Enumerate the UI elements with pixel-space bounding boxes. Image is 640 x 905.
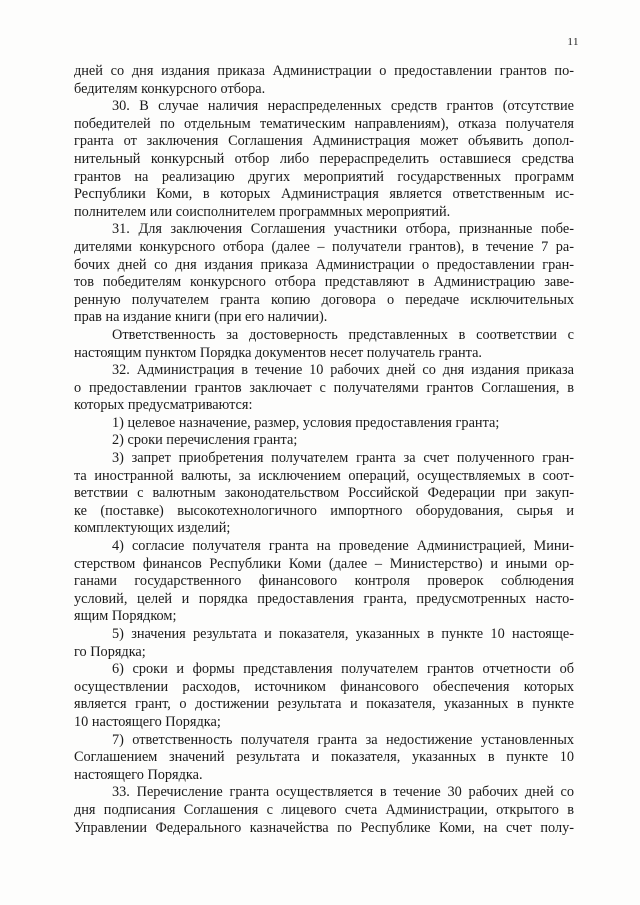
text-line: 30. В случае наличия нераспределенных средств грантов (отсутствие — [112, 98, 574, 115]
paragraph-subitem-7 — [74, 732, 574, 785]
text-line: ренную получателем гранта копию договора о передаче исключительных — [74, 291, 574, 308]
text-line: 6) сроки и формы представления получателем грантов отчетности об — [112, 661, 574, 678]
text-line: нительный конкурсный отбор либо перераспределить оставшиеся средства — [74, 150, 574, 167]
text-line: бочих дней со дня издания приказа Администрации о предоставлении гран- — [74, 256, 574, 273]
text-line: Управлении Федерального казначейства по Республике Коми, на счет полу- — [74, 819, 574, 836]
text-line: грантов на реализацию других мероприятий государственных программ — [74, 168, 574, 185]
paragraph-item-30 — [74, 98, 574, 221]
text-line: 31. Для заключения Соглашения участники отбора, признанные побе- — [112, 221, 574, 238]
text-line: 2) сроки перечисления гранта; — [112, 432, 298, 449]
paragraph-subitem-5 — [74, 626, 574, 661]
text-line: ветствии с валютным законодательством Российской Федерации при закуп- — [74, 485, 574, 502]
text-line: дней со дня издания приказа Администрации о предоставлении грантов по- — [74, 63, 574, 79]
paragraph-subitem-2 — [74, 432, 574, 450]
document-body — [74, 63, 574, 837]
text-line: победителей по отдельным тематическим направлениям), отказа получателя — [74, 115, 574, 132]
text-line: бедителям конкурсного отбора. — [74, 80, 266, 97]
paragraph-item-31 — [74, 221, 574, 327]
paragraph-subitem-4 — [74, 538, 574, 626]
text-line: комплектующих изделий; — [74, 520, 231, 537]
text-line: полнителем или соисполнителем программных мероприятий. — [74, 203, 451, 220]
text-line: условий, целей и порядка предоставления гранта, предусмотренных насто- — [74, 590, 574, 607]
text-line: Соглашением значений результата и показателя, указанных в пункте 10 — [74, 749, 574, 766]
text-line: Республики Коми, в которых Администрация является ответственным ис- — [74, 186, 574, 203]
paragraph-subitem-3 — [74, 450, 574, 538]
paragraph-item-32 — [74, 362, 574, 415]
text-line: дня подписания Соглашения с лицевого счета Администрации, открытого в — [74, 801, 574, 818]
text-line: 10 настоящего Порядка; — [74, 713, 221, 730]
text-line: 4) согласие получателя гранта на проведение Администрацией, Мини- — [112, 538, 574, 555]
page-number: 11 — [567, 36, 579, 48]
text-line: осуществлении расходов, источником финансового обеспечения которых — [74, 678, 574, 695]
text-line: 33. Перечисление гранта осуществляется в течение 30 рабочих дней со — [112, 784, 574, 801]
text-line: стерством финансов Республики Коми (далее – Министерство) и иными ор- — [74, 555, 574, 572]
paragraph-item-33 — [74, 784, 574, 837]
text-line: ганами государственного финансового контроля проверок соблюдения — [74, 573, 574, 590]
paragraph-responsibility — [74, 327, 574, 362]
text-line: настоящего Порядка. — [74, 766, 203, 783]
text-line: гранта от заключения Соглашения Администрация может объявить допол- — [74, 133, 574, 150]
paragraph-continuation — [74, 63, 574, 98]
text-line: та иностранной валюты, за исключением операций, осуществляемых в соот- — [74, 467, 574, 484]
paragraph-subitem-1 — [74, 415, 574, 433]
text-line: Ответственность за достоверность представленных в соответствии с — [112, 326, 574, 343]
text-line: го Порядка; — [74, 643, 146, 660]
text-line: ке (поставке) высокотехнологичного импортного оборудования, сырья и — [74, 502, 574, 519]
text-line: 7) ответственность получателя гранта за недостижение установленных — [112, 731, 574, 748]
text-line: дителями конкурсного отбора (далее – получатели грантов), в течение 7 ра- — [74, 238, 574, 255]
text-line: настоящим пунктом Порядка документов несет получатель гранта. — [74, 344, 482, 361]
text-line: тов победителям конкурсного отбора представляют в Администрацию заве- — [74, 274, 574, 291]
text-line: 5) значения результата и показателя, указанных в пункте 10 настояще- — [112, 626, 574, 642]
text-line: 32. Администрация в течение 10 рабочих дней со дня издания приказа — [112, 362, 574, 379]
text-line: ящим Порядком; — [74, 608, 177, 625]
text-line: является грант, о достижении результата и показателя, указанных в пункте — [74, 696, 574, 713]
text-line: 3) запрет приобретения получателем гранта за счет полученного гран- — [112, 450, 574, 467]
text-line: 1) целевое назначение, размер, условия предоставления гранта; — [112, 414, 500, 431]
text-line: которых предусматриваются: — [74, 397, 253, 414]
text-line: прав на издание книги (при его наличии). — [74, 309, 328, 326]
paragraph-subitem-6 — [74, 661, 574, 731]
text-line: о предоставлении грантов заключает с получателями грантов Соглашения, в — [74, 379, 574, 396]
